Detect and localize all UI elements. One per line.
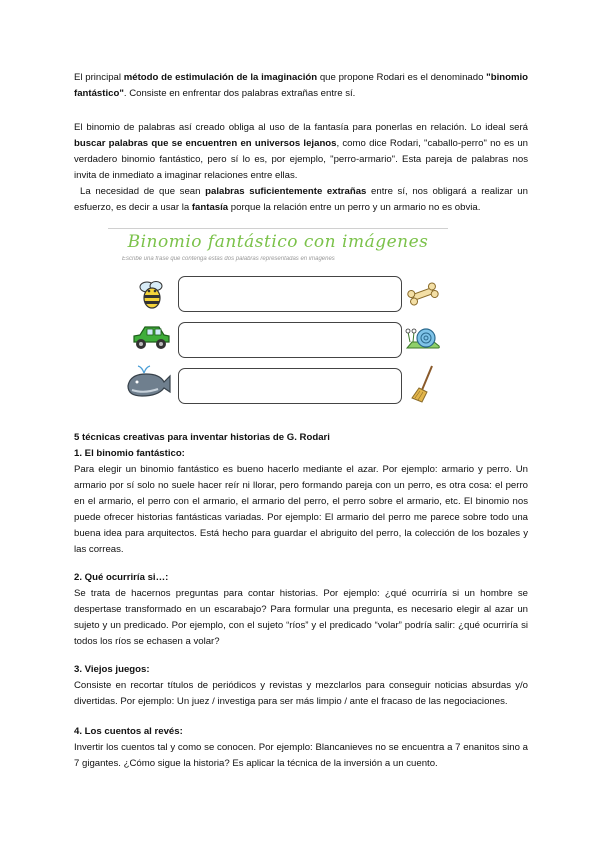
sentence-box[interactable] bbox=[178, 322, 402, 358]
broom-icon bbox=[410, 364, 436, 404]
technique-3 bbox=[74, 662, 528, 710]
text: El binomio de palabras así creado obliga al uso de la fantasía para ponerlas en relación. Lo ideal será bbox=[74, 122, 528, 133]
figure-divider bbox=[108, 228, 448, 229]
technique-1-heading: 1. El binomio fantástico: bbox=[74, 448, 185, 459]
text: entre sí, nos obligará a realizar un esfuerzo, es decir a usar la bbox=[74, 186, 528, 213]
text: . Consiste en enfrentar dos palabras extrañas entre sí. bbox=[123, 88, 356, 99]
snail-icon bbox=[404, 324, 442, 354]
sentence-box[interactable] bbox=[178, 368, 402, 404]
bold-text: "binomio fantástico" bbox=[74, 72, 529, 99]
technique-4 bbox=[74, 724, 528, 772]
technique-2-heading: 2. Qué ocurriría si…: bbox=[74, 572, 169, 583]
technique-4-heading: 4. Los cuentos al revés: bbox=[74, 726, 183, 737]
text: , como dice Rodari, "caballo-perro" no es un verdadero binomio fantástico, pero sí lo es, por ejemplo, "perro-armario". Esta pareja de palabras nos invita de inmediato a imaginar relaciones entre ellas. bbox=[74, 138, 528, 181]
bold-text: fantasía bbox=[191, 202, 229, 213]
text: El principal bbox=[74, 72, 124, 83]
intro-paragraph-2 bbox=[74, 120, 528, 184]
figure-title: Binomio fantástico con imágenes bbox=[127, 232, 429, 252]
technique-4-body: Invertir los cuentos tal y como se conocen. Por ejemplo: Blancanieves no se encuentra a 7 enanitos sino a 7 gigantes. ¿Cómo sigue la historia? Es aplicar la técnica de la inversión a un cuento. bbox=[74, 742, 528, 769]
intro-paragraph-3 bbox=[74, 184, 528, 216]
bold-text: buscar palabras que se encuentren en universos lejanos bbox=[74, 138, 337, 149]
techniques-section bbox=[74, 430, 528, 558]
bone-icon bbox=[406, 282, 440, 306]
bold-text: palabras suficientemente extrañas bbox=[205, 186, 367, 197]
intro-paragraph-1 bbox=[74, 70, 528, 102]
text: La necesidad de que sean bbox=[80, 186, 206, 197]
section-title: 5 técnicas creativas para inventar historias de G. Rodari bbox=[74, 432, 330, 443]
worksheet-figure bbox=[108, 228, 448, 403]
technique-1-body: Para elegir un binomio fantástico es bueno hacerlo mediante el azar. Por ejemplo: armario y perro. Un armario por sí solo no suele hacer reír ni llorar, pero formando pareja con un perro, es otra cosa: el perro en el armario, el perro con el armario, el armario del perro, el perro sobre el armario, etc. El binomio nos puede ofrecer historias fantásticas variadas. Por ejemplo: El armario del perro me parece sobre todo una buena idea para arquitectos. Está hecho para guardar el abriguito del perro, la colección de los bozales y las correas. bbox=[74, 464, 528, 555]
technique-3-body: Consiste en recortar títulos de periódicos y revistas y mezclarlos para conseguir noticias absurdas y/o divertidas. Por ejemplo: Un juez / investiga para ser más limpio / ante el fracaso de las negociaciones. bbox=[74, 680, 528, 707]
technique-3-heading: 3. Viejos juegos: bbox=[74, 664, 150, 675]
bee-icon bbox=[134, 276, 170, 312]
bold-text: método de estimulación de la imaginación bbox=[123, 72, 318, 83]
technique-2 bbox=[74, 570, 528, 650]
figure-subtitle: Escribe una frase que contenga estas dos palabras representadas en imágenes bbox=[122, 256, 335, 262]
whale-icon bbox=[124, 364, 174, 400]
text: porque la relación entre un perro y un armario no es obvia. bbox=[228, 202, 481, 213]
text: que propone Rodari es el denominado bbox=[317, 72, 487, 83]
car-icon bbox=[130, 322, 172, 354]
sentence-box[interactable] bbox=[178, 276, 402, 312]
technique-2-body: Se trata de hacernos preguntas para contar historias. Por ejemplo: ¿qué ocurriría si un hombre se despertase transformado en un escarabajo? Para formular una pregunta, es necesario elegir al azar un sujeto y un predicado. Por ejemplo, con el sujeto “ríos” y el predicado “volar” podría salir: ¿qué ocurriría si todos los ríos se echasen a volar? bbox=[74, 588, 528, 647]
